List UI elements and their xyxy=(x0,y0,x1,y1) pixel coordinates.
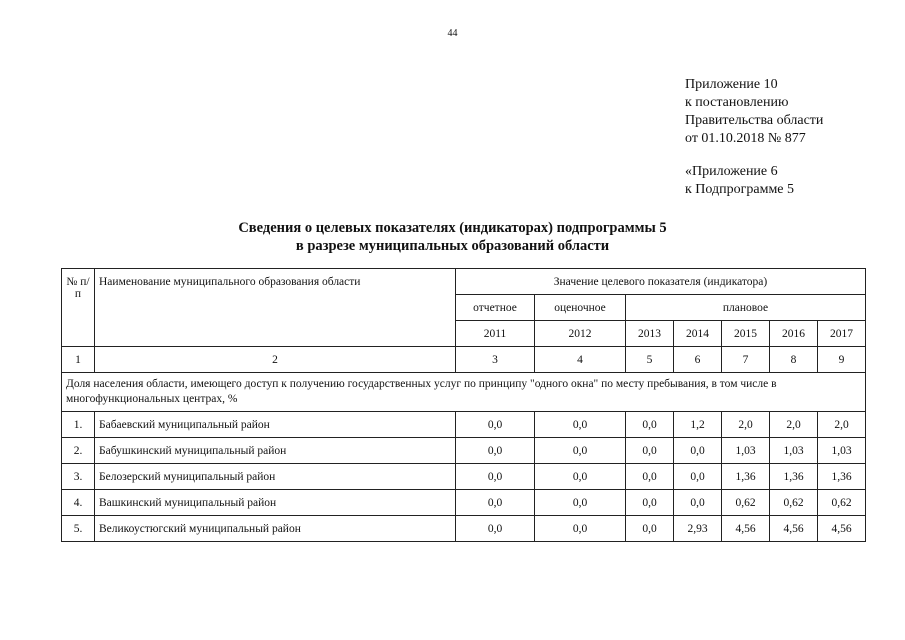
annex-line: Правительства области xyxy=(685,113,824,128)
indicator-value: 0,0 xyxy=(456,464,535,490)
annex-line: к постановлению xyxy=(685,95,789,110)
municipality-name: Бабушкинский муниципальный район xyxy=(95,438,456,464)
header-num: № п/п xyxy=(62,269,95,347)
indicator-value: 0,0 xyxy=(674,490,722,516)
column-number: 9 xyxy=(818,347,866,373)
indicator-value: 1,03 xyxy=(770,438,818,464)
indicator-value: 0,0 xyxy=(535,490,626,516)
indicator-value: 0,0 xyxy=(535,412,626,438)
header-year: 2016 xyxy=(770,321,818,347)
annex-reference-line: к Подпрограмме 5 xyxy=(685,182,795,197)
indicator-value: 1,36 xyxy=(722,464,770,490)
annex-reference-block xyxy=(685,163,794,199)
municipality-name: Вашкинский муниципальный район xyxy=(95,490,456,516)
indicator-value: 1,36 xyxy=(818,464,866,490)
indicator-value: 4,56 xyxy=(722,516,770,542)
title-line: Сведения о целевых показателях (индикаторах) подпрограммы 5 xyxy=(238,220,667,236)
document-title xyxy=(0,219,905,255)
annex-reference-line: «Приложение 6 xyxy=(685,164,778,179)
header-year: 2013 xyxy=(626,321,674,347)
indicators-table xyxy=(61,268,866,542)
indicator-value: 0,0 xyxy=(535,464,626,490)
table-row xyxy=(62,464,866,490)
indicator-value: 0,0 xyxy=(626,516,674,542)
indicator-value: 0,0 xyxy=(456,516,535,542)
indicator-value: 0,62 xyxy=(722,490,770,516)
section-row xyxy=(62,373,866,412)
indicator-value: 4,56 xyxy=(770,516,818,542)
indicator-value: 0,0 xyxy=(626,464,674,490)
column-number: 2 xyxy=(95,347,456,373)
column-number: 3 xyxy=(456,347,535,373)
column-number: 1 xyxy=(62,347,95,373)
indicator-value: 0,0 xyxy=(674,438,722,464)
row-number: 3. xyxy=(62,464,95,490)
header-name: Наименование муниципального образования области xyxy=(95,269,456,347)
header-year: 2012 xyxy=(535,321,626,347)
title-line: в разрезе муниципальных образований области xyxy=(295,238,610,254)
column-number: 5 xyxy=(626,347,674,373)
indicator-value: 2,93 xyxy=(674,516,722,542)
indicator-value: 0,0 xyxy=(626,438,674,464)
indicator-value: 0,62 xyxy=(770,490,818,516)
column-number: 6 xyxy=(674,347,722,373)
municipality-name: Белозерский муниципальный район xyxy=(95,464,456,490)
header-estimated: оценочное xyxy=(535,295,626,321)
table-row xyxy=(62,490,866,516)
column-number: 8 xyxy=(770,347,818,373)
row-number: 2. xyxy=(62,438,95,464)
indicator-value: 0,0 xyxy=(626,412,674,438)
indicator-value: 1,03 xyxy=(722,438,770,464)
page-number: 44 xyxy=(447,28,458,39)
row-number: 1. xyxy=(62,412,95,438)
indicator-value: 0,0 xyxy=(456,490,535,516)
indicator-value: 1,2 xyxy=(674,412,722,438)
indicator-value: 4,56 xyxy=(818,516,866,542)
indicator-value: 1,36 xyxy=(770,464,818,490)
annex-line: от 01.10.2018 № 877 xyxy=(685,131,806,146)
table-row xyxy=(62,438,866,464)
municipality-name: Великоустюгский муниципальный район xyxy=(95,516,456,542)
indicator-value: 0,0 xyxy=(535,438,626,464)
indicator-value: 0,0 xyxy=(456,412,535,438)
header-value: Значение целевого показателя (индикатора) xyxy=(456,269,866,295)
header-reported: отчетное xyxy=(456,295,535,321)
header-planned: плановое xyxy=(626,295,866,321)
header-year: 2017 xyxy=(818,321,866,347)
indicator-value: 0,0 xyxy=(456,438,535,464)
table-row xyxy=(62,516,866,542)
municipality-name: Бабаевский муниципальный район xyxy=(95,412,456,438)
column-number-row xyxy=(62,347,866,373)
column-number: 7 xyxy=(722,347,770,373)
indicator-value: 1,03 xyxy=(818,438,866,464)
indicator-value: 0,0 xyxy=(535,516,626,542)
section-title: Доля населения области, имеющего доступ к получению государственных услуг по принципу "одного окна" по месту пребывания, в том числе в многофункциональных центрах, % xyxy=(62,373,866,412)
table-header-row xyxy=(62,269,866,295)
table-row xyxy=(62,412,866,438)
row-number: 4. xyxy=(62,490,95,516)
indicator-value: 0,0 xyxy=(674,464,722,490)
header-year: 2011 xyxy=(456,321,535,347)
indicator-value: 0,62 xyxy=(818,490,866,516)
indicator-value: 2,0 xyxy=(818,412,866,438)
annex-block xyxy=(685,76,823,148)
header-year: 2015 xyxy=(722,321,770,347)
annex-line: Приложение 10 xyxy=(685,77,778,92)
row-number: 5. xyxy=(62,516,95,542)
indicator-value: 2,0 xyxy=(722,412,770,438)
column-number: 4 xyxy=(535,347,626,373)
indicator-value: 2,0 xyxy=(770,412,818,438)
header-year: 2014 xyxy=(674,321,722,347)
indicator-value: 0,0 xyxy=(626,490,674,516)
